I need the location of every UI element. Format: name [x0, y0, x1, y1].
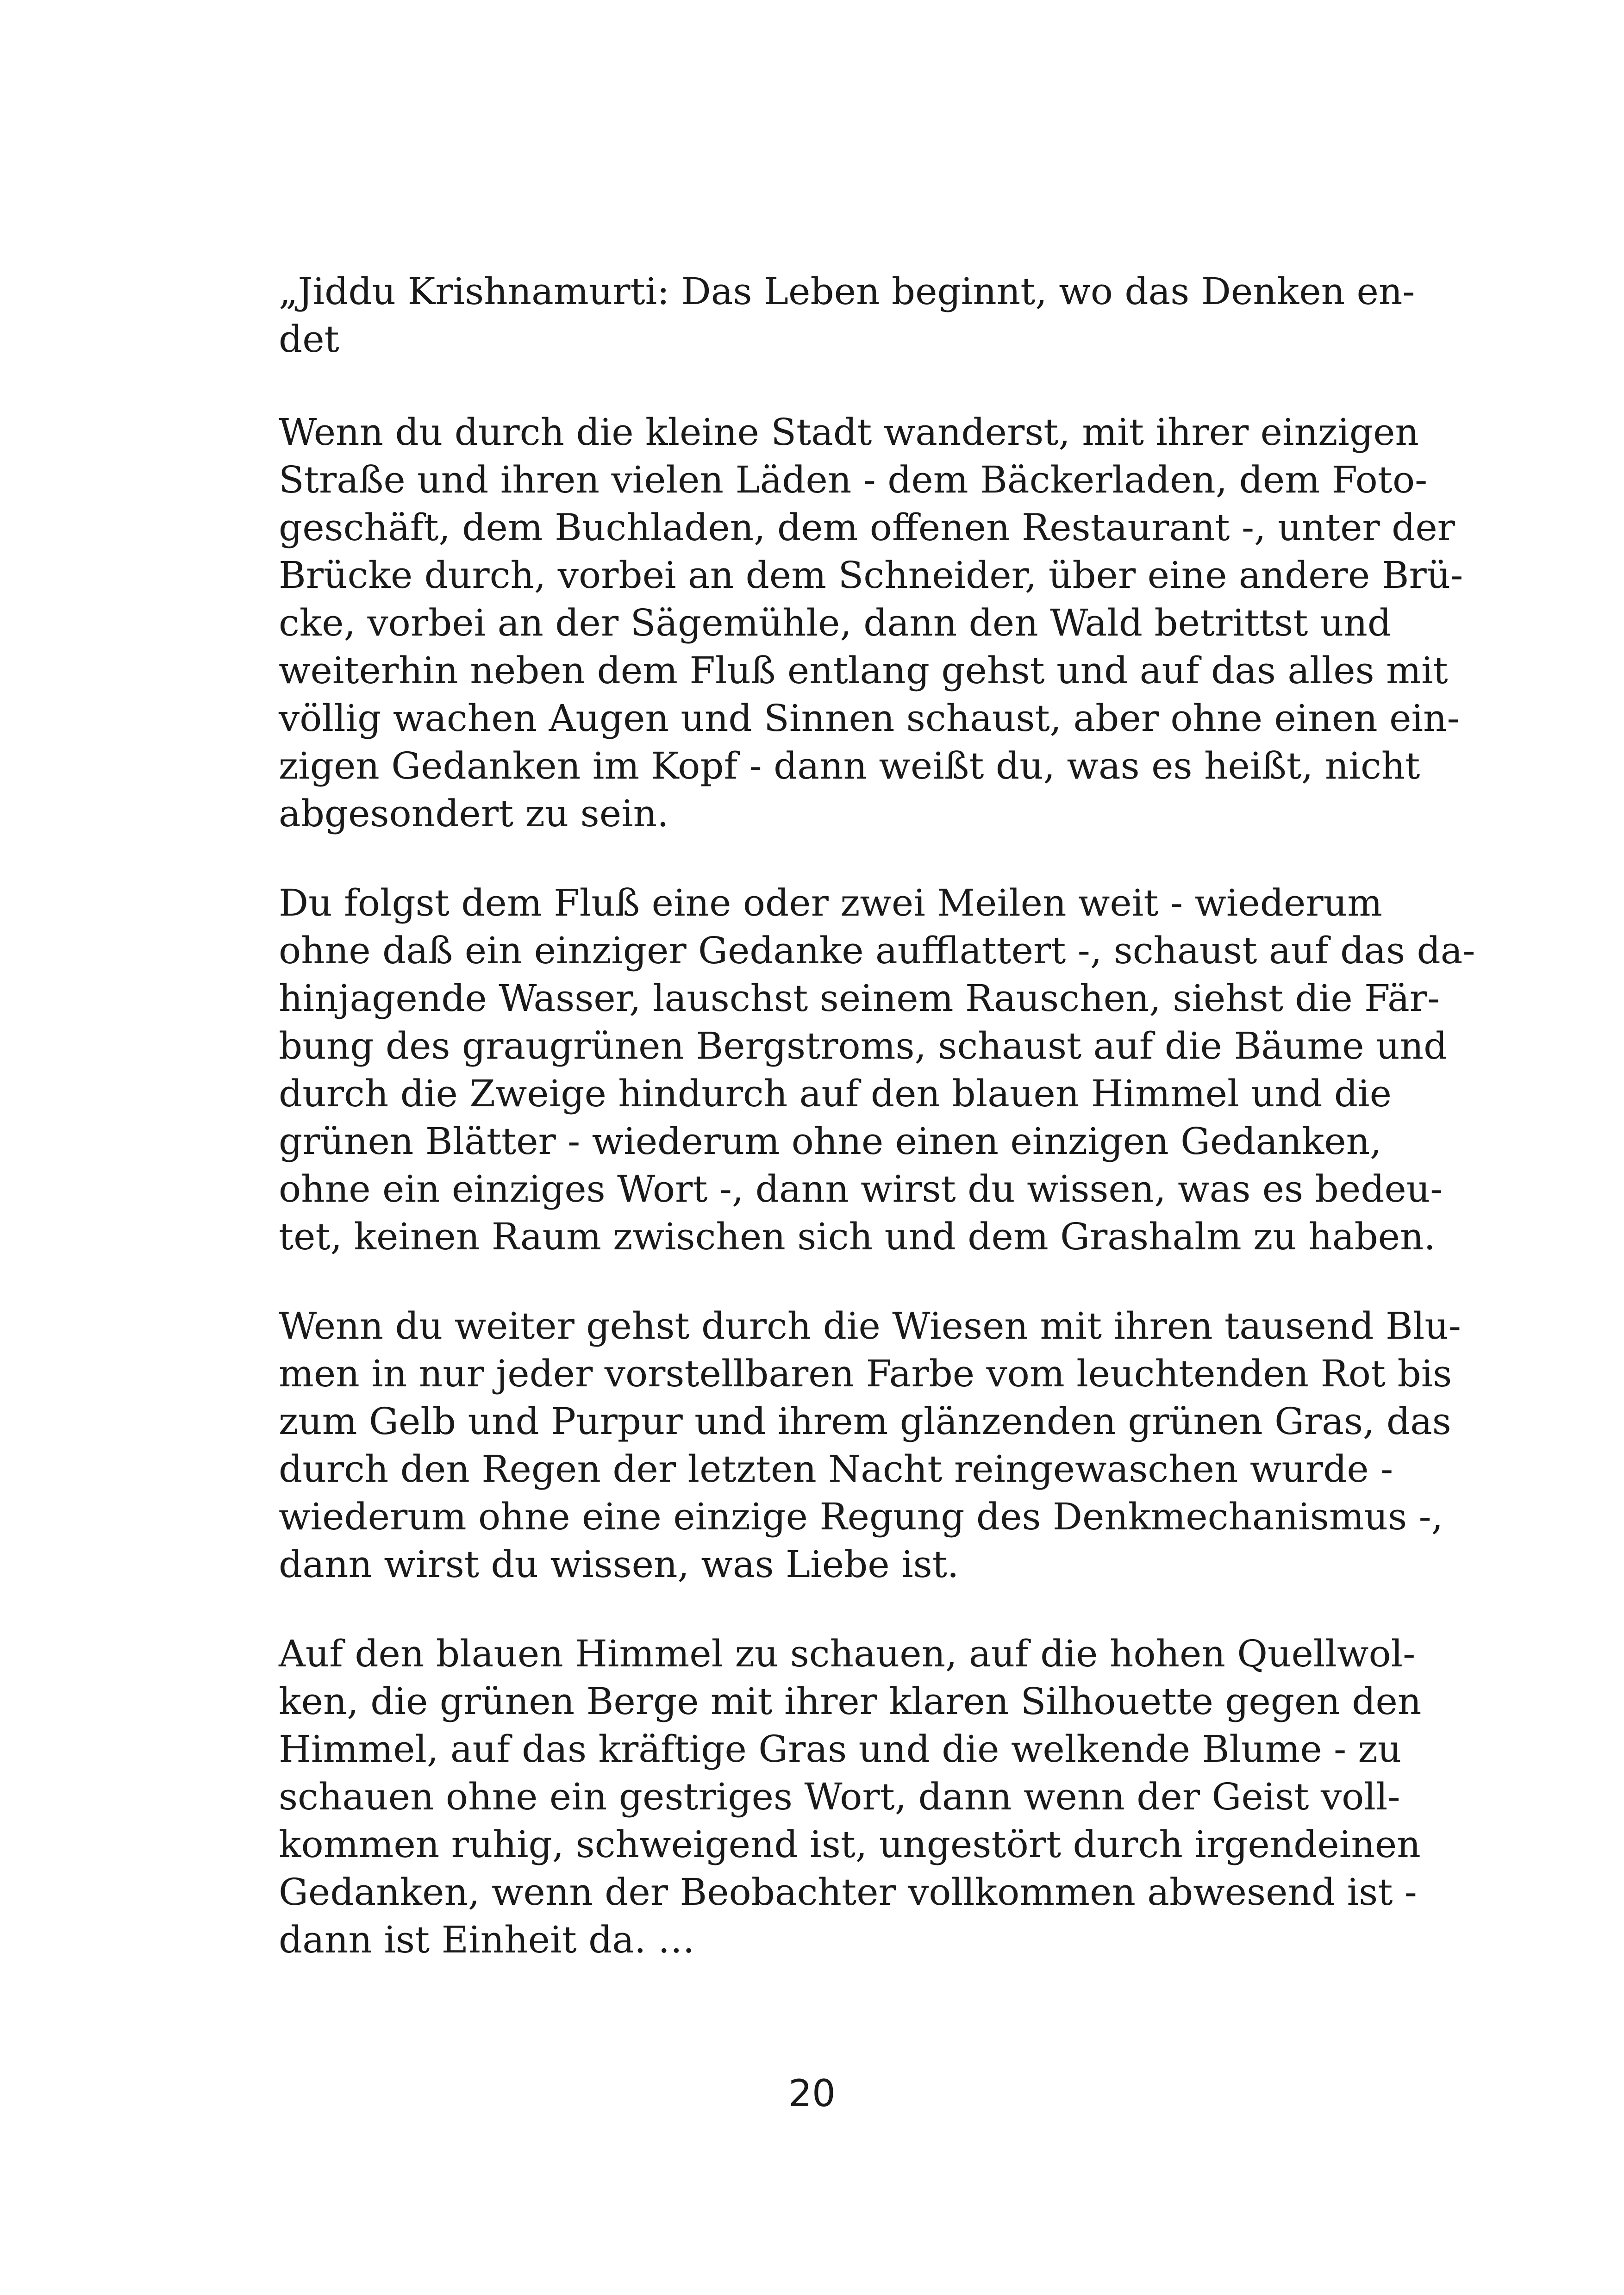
text-line: schauen ohne ein gestriges Wort, dann wenn der Geist voll- [279, 1775, 1400, 1818]
text-line: Auf den blauen Himmel zu schauen, auf die hohen Quellwol- [279, 1632, 1416, 1675]
text-line: Du folgst dem Fluß eine oder zwei Meilen weit - wiederum [279, 881, 1382, 924]
text-line: ken, die grünen Berge mit ihrer klaren Silhouette gegen den [279, 1680, 1422, 1723]
text-line: Straße und ihren vielen Läden - dem Bäckerladen, dem Foto- [279, 458, 1428, 501]
text-line: Gedanken, wenn der Beobachter vollkommen abwesend ist - [279, 1871, 1417, 1914]
text-line: hinjagende Wasser, lauschst seinem Rauschen, siehst die Fär- [279, 977, 1440, 1020]
text-line: bung des graugrünen Bergstroms, schaust auf die Bäume und [279, 1024, 1448, 1067]
text-line: cke, vorbei an der Sägemühle, dann den Wald betrittst und [279, 601, 1392, 644]
text-line: grünen Blätter - wiederum ohne einen einzigen Gedanken, [279, 1120, 1382, 1163]
heading-line: „Jiddu Krishnamurti: Das Leben beginnt, wo das Denken en- [279, 270, 1415, 313]
quote-heading [279, 268, 1415, 363]
text-line: wiederum ohne eine einzige Regung des Denkmechanismus -, [279, 1495, 1443, 1538]
text-line: ohne ein einziges Wort -, dann wirst du wissen, was es bedeu- [279, 1167, 1443, 1210]
text-line: ohne daß ein einziger Gedanke aufflattert -, schaust auf das da- [279, 929, 1475, 972]
text-line: völlig wachen Augen und Sinnen schaust, aber ohne einen ein- [279, 697, 1460, 740]
text-line: Himmel, auf das kräftige Gras und die welkende Blume - zu [279, 1727, 1402, 1771]
text-line: Brücke durch, vorbei an dem Schneider, über eine andere Brü- [279, 554, 1463, 597]
text-line: Wenn du weiter gehst durch die Wiesen mit ihren tausend Blu- [279, 1304, 1461, 1347]
heading-line: det [279, 318, 339, 361]
paragraph-3 [279, 1302, 1461, 1588]
text-line: geschäft, dem Buchladen, dem offenen Restaurant -, unter der [279, 506, 1455, 549]
text-line: Wenn du durch die kleine Stadt wanderst, mit ihrer einzigen [279, 411, 1419, 454]
text-line: dann wirst du wissen, was Liebe ist. [279, 1543, 959, 1586]
text-line: abgesondert zu sein. [279, 792, 669, 835]
paragraph-4 [279, 1630, 1422, 1964]
text-line: tet, keinen Raum zwischen sich und dem Grashalm zu haben. [279, 1215, 1436, 1258]
text-line: durch den Regen der letzten Nacht reingewaschen wurde - [279, 1447, 1393, 1491]
paragraph-2 [279, 879, 1475, 1260]
text-line: zum Gelb und Purpur und ihrem glänzenden grünen Gras, das [279, 1400, 1451, 1443]
text-line: zigen Gedanken im Kopf - dann weißt du, was es heißt, nicht [279, 744, 1420, 787]
body-text [279, 268, 1475, 2005]
text-line: weiterhin neben dem Fluß entlang gehst und auf das alles mit [279, 649, 1448, 692]
text-line: dann ist Einheit da. … [279, 1918, 695, 1961]
text-line: durch die Zweige hindurch auf den blauen Himmel und die [279, 1072, 1392, 1115]
text-line: men in nur jeder vorstellbaren Farbe vom leuchtenden Rot bis [279, 1352, 1452, 1395]
paragraph-1 [279, 408, 1463, 837]
text-line: kommen ruhig, schweigend ist, ungestört durch irgendeinen [279, 1823, 1421, 1866]
page-number: 20 [788, 2072, 836, 2115]
